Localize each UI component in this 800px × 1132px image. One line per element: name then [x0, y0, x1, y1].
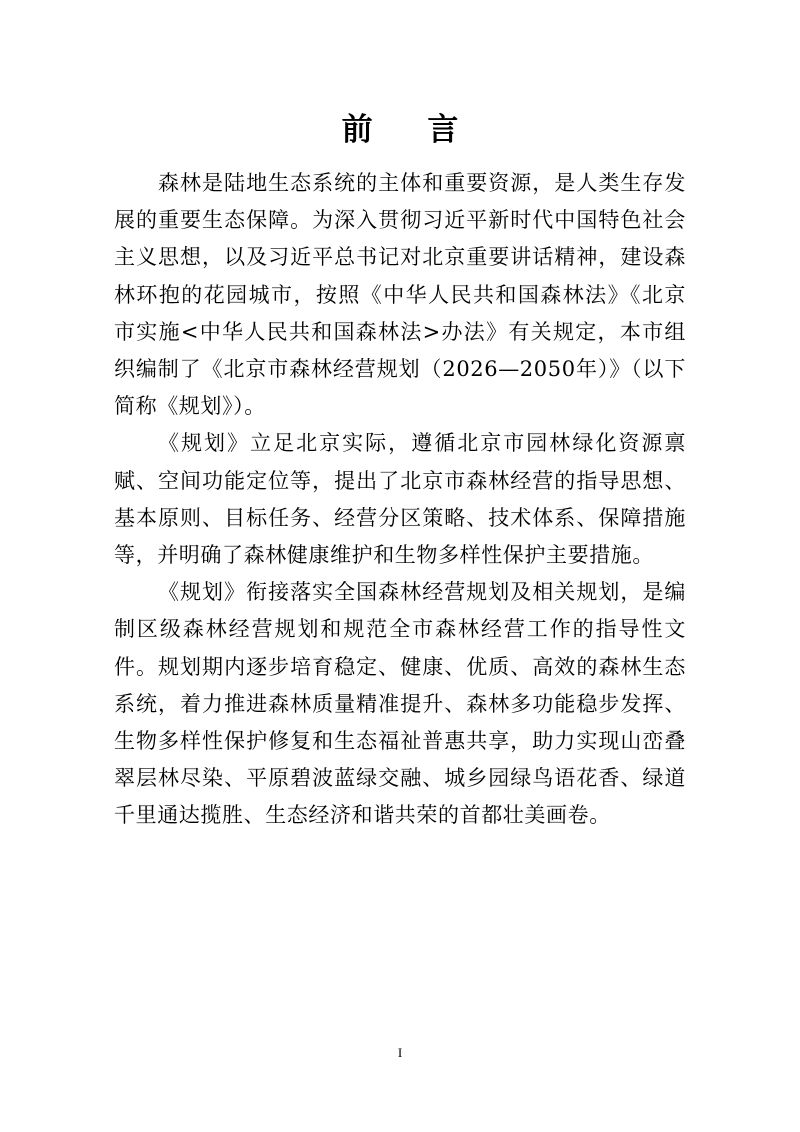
document-body — [114, 165, 686, 835]
paragraph: 《规划》立足北京实际，遵循北京市园林绿化资源禀赋、空间功能定位等，提出了北京市森林经营的指导思想、基本原则、目标任务、经营分区策略、技术体系、保障措施等，并明确了森林健康维护和生物多样性保护主要措施。 — [114, 431, 686, 568]
paragraph: 《规划》衔接落实全国森林经营规划及相关规划，是编制区级森林经营规划和规范全市森林经营工作的指导性文件。规划期内逐步培育稳定、健康、优质、高效的森林生态系统，着力推进森林质量精准提升、森林多功能稳步发挥、生物多样性保护修复和生态福祉普惠共享，助力实现山峦叠翠层林尽染、平原碧波蓝绿交融、城乡园绿鸟语花香、绿道千里通达揽胜、生态经济和谐共荣的首都壮美画卷。 — [114, 580, 686, 828]
page-title: 前 言 — [341, 112, 481, 148]
page-number: I — [397, 1045, 403, 1060]
paragraph: 森林是陆地生态系统的主体和重要资源，是人类生存发展的重要生态保障。为深入贯彻习近平新时代中国特色社会主义思想，以及习近平总书记对北京重要讲话精神，建设森林环抱的花园城市，按照《中华人民共和国森林法》《北京市实施<中华人民共和国森林法>办法》有关规定，本市组织编制了《北京市森林经营规划（2026—2050年）》（以下简称《规划》）。 — [114, 171, 686, 419]
